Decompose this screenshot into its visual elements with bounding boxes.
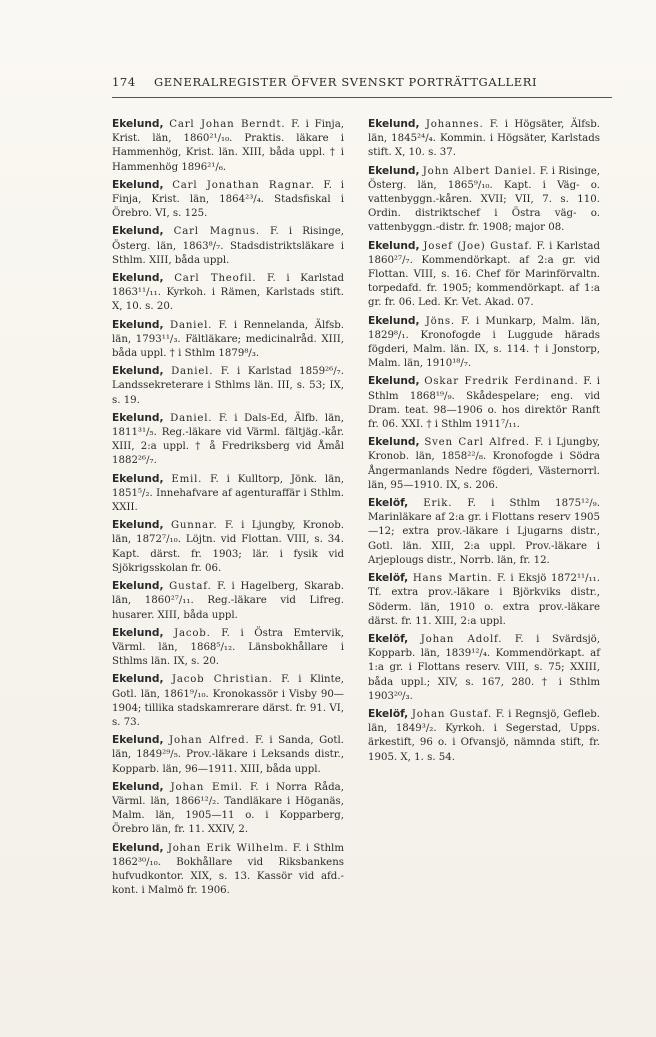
entry-details: F. i Karlstad 1860²⁷/₇. Kommendörkapt. af 2:a gr. vid Flottan. VIII, s. 16. Chef för Marinförvaltn. torpedafd. fr. 1905; kommendörkapt. af 1:a gr. fr. 06. Led. Kr. Vet. Akad. 07. [368, 240, 600, 309]
entry-details: F. i Risinge, Österg. län, 1863⁸/₇. Stadsdistriktsläkare i Sthlm. XIII, båda uppl. [112, 226, 344, 266]
entry-surname: Ekelund, [112, 734, 164, 747]
entry-given-names: Daniel. [170, 412, 213, 424]
page-header [112, 75, 612, 89]
entry-surname: Ekelund, [368, 239, 420, 252]
register-entry [112, 672, 344, 730]
entry-given-names: Johan Adolf. [420, 633, 503, 645]
register-entry [112, 780, 344, 838]
register-entry [368, 496, 600, 568]
entry-given-names: Hans Martin. [412, 573, 493, 585]
page-number: 174 [112, 75, 136, 89]
entry-details: F. i Hagelberg, Skarab. län, 1860²⁷/₁₁. Reg.-läkare vid Lifreg. husarer. XIII, båda uppl. [112, 581, 344, 621]
entry-surname: Ekelund, [112, 318, 164, 331]
entry-details: F. i Finja, Krist. län, 1864²³/₄. Stadsfiskal i Örebro. VI, s. 125. [112, 179, 344, 220]
entry-details: F. i Sthlm 1875¹²/₉. Marinläkare af 2:a gr. i Flottans reserv 1905—12; extra prov.-läkare i Ljugarns distr., Gotl. län. XIII, 2:a uppl. Prov.-läkare i Arjeplougs distr., Norrb. län, fr. 12. [368, 498, 600, 566]
entry-surname: Ekelund, [368, 375, 420, 388]
entry-details: F. i Dals-Ed, Älfb. län, 1811³¹/₅. Reg.-läkare vid Värml. fältjäg.-kår. XIII, 2:a uppl. † å Fredriksberg vid Åmål 1882²⁶/₇. [112, 412, 344, 467]
register-entry [368, 164, 600, 236]
register-entry [112, 271, 344, 315]
entry-surname: Ekelund, [112, 841, 164, 854]
register-entry [112, 178, 344, 222]
entry-given-names: Johan Alfred. [169, 735, 250, 747]
entry-details: F. i Finja, Krist. län, 1860²¹/₁₀. Praktis. läkare i Hammenhög, Krist. län. XIII, båda uppl. † i Hammenhög 1896²¹/₆. [112, 119, 345, 173]
entry-given-names: Emil. [171, 473, 203, 485]
register-entry [112, 841, 344, 899]
register-entry [112, 224, 344, 268]
entry-surname: Ekelund, [368, 118, 420, 130]
left-column [112, 117, 344, 901]
register-entry [112, 364, 344, 408]
entry-given-names: Erik. [423, 498, 453, 510]
entry-given-names: Johan Gustaf. [411, 708, 493, 720]
entry-given-names: Carl Theofil. [174, 273, 257, 285]
entry-details: F. i Norra Råda, Värml. län, 1866¹²/₂. Tandläkare i Höganäs, Malm. län, 1905—11 o. i Kopparberg, Örebro län, fr. 11. XXIV, 2. [112, 781, 344, 836]
entry-given-names: Josef (Joe) Gustaf. [423, 240, 533, 252]
register-entry [368, 632, 600, 704]
entry-surname: Ekelöf, [368, 497, 409, 510]
entry-surname: Ekelund, [112, 225, 164, 238]
entry-details: F. i Klinte, Gotl. län, 1861⁹/₁₀. Kronokassör i Visby 90—1904; tillika stadskamrerare därst. fr. 91. VI, s. 73. [112, 674, 344, 728]
entry-details: F. i Munkarp, Malm. län, 1829⁸/₁. Kronofogde i Luggude härads fögderi, Malm. län. IX, s. 114. † i Jonstorp, Malm. län, 1910¹⁸/₇. [368, 315, 600, 370]
register-entry [368, 374, 600, 432]
entry-details: F. i Sthlm 1868¹⁹/₉. Skådespelare; eng. vid Dram. teat. 98—1906 o. hos direktör Ranft fr. 06. XXI. † i Sthlm 1911⁷/₁₁. [368, 376, 600, 431]
register-entry [112, 579, 344, 623]
register-entry [112, 472, 344, 516]
entry-surname: Ekelund, [368, 314, 420, 327]
entry-given-names: Oskar Fredrik Ferdinand. [424, 376, 579, 388]
entry-surname: Ekelöf, [368, 632, 409, 645]
running-title: GENERALREGISTER ÖFVER SVENSKT PORTRÄTTGALLERI [154, 75, 538, 89]
entry-surname: Ekelund, [112, 519, 164, 532]
entry-given-names: Carl Johan Berndt. [169, 119, 286, 130]
entry-given-names: Johannes. [425, 119, 484, 130]
entry-details: F. i Risinge, Österg. län, 1865⁹/₁₀. Kapt. i Väg- o. vattenbyggn.-kåren. XVII; VII, 7. s. 110. Ordin. distriktschef i Östra väg- o. vattenbyggn.-distr. fr. 1908; major 08. [368, 165, 600, 234]
register-entry [368, 571, 600, 629]
entry-details: F. i Rennelanda, Älfsb. län, 1793¹¹/₃. Fältläkare; medicinalråd. XIII, båda uppl. † i Sthlm 1879⁸/₃. [112, 319, 344, 360]
entry-details: F. i Eksjö 1872¹¹/₁₁. Tf. extra prov.-läkare i Björkviks distr., Söderm. län, 1910 o. extra prov.-läkare därst. fr. 11. XIII, 2:a uppl. [368, 573, 600, 627]
entry-given-names: Johan Emil. [170, 781, 243, 793]
entry-details: F. i Karlstad 1859²⁶/₇. Landssekreterare i Sthlms län. III, s. 53; IX, s. 19. [112, 366, 344, 406]
entry-details: F. i Regnsjö, Gefleb. län, 1849³/₂. Kyrkoh. i Segerstad, Upps. ärkestift, 96 o. i Ofvansjö, nämnda stift, fr. 1905. X, 1. s. 54. [368, 708, 600, 763]
entry-details: F. i Ljungby, Kronob. län, 1872⁷/₁₀. Löjtn. vid Flottan. VIII, s. 34. Kapt. därst. fr. 1903; lär. i fysik vid Sjökrigsskolan fr. 06. [112, 520, 344, 574]
entry-surname: Ekelund, [112, 411, 164, 424]
entry-details: F. i Sanda, Gotl. län, 1849²⁹/₅. Prov.-läkare i Leksands distr., Kopparb. län, 96—1911. XIII, båda uppl. [112, 735, 344, 775]
entry-surname: Ekelund, [112, 272, 164, 285]
entry-given-names: Daniel. [169, 319, 213, 331]
entry-given-names: Gustaf. [169, 581, 212, 593]
entry-surname: Ekelund, [112, 178, 164, 191]
register-entry [112, 411, 344, 469]
header-rule [112, 97, 612, 98]
entry-surname: Ekelöf, [368, 707, 409, 720]
register-entry [368, 707, 600, 765]
entry-given-names: Sven Carl Alfred. [424, 437, 530, 449]
entry-details: F. i Ljungby, Kronob. län, 1858²²/₈. Kronofogde i Södra Ångermanlands Nedre fögderi, Västernorrl. län, 95—1910. IX, s. 206. [368, 437, 600, 491]
entry-given-names: Jöns. [425, 315, 455, 327]
entry-given-names: Gunnar. [170, 520, 218, 532]
register-entry [368, 117, 600, 161]
entry-surname: Ekelund, [368, 164, 420, 177]
entry-details: F. i Sthlm 1862³⁰/₁₀. Bokhållare vid Riksbankens hufvudkontor. XIX, s. 13. Kassör vid afd.-kont. i Malmö fr. 1906. [112, 842, 344, 897]
entry-given-names: Carl Jonathan Ragnar. [172, 179, 315, 191]
entry-details: F. i Östra Emtervik, Värml. län, 1868⁵/₁₂. Länsbokhållare i Sthlms län. IX, s. 20. [112, 627, 344, 668]
entry-given-names: John Albert Daniel. [422, 165, 537, 177]
register-entry [368, 239, 600, 311]
entry-surname: Ekelund, [112, 673, 164, 686]
entry-details: F. i Kulltorp, Jönk. län, 1851⁵/₂. Innehafvare af agenturaffär i Sthlm. XXII. [112, 473, 344, 514]
entry-surname: Ekelöf, [368, 572, 409, 585]
register-entry [112, 318, 344, 362]
right-column [368, 117, 600, 768]
entry-surname: Ekelund, [112, 118, 164, 130]
entry-surname: Ekelund, [112, 626, 164, 639]
register-entry [368, 435, 600, 493]
entry-given-names: Carl Magnus. [173, 226, 260, 238]
entry-surname: Ekelund, [368, 436, 420, 449]
entry-given-names: Johan Erik Wilhelm. [167, 842, 289, 854]
entry-details: F. i Svärdsjö, Kopparb. län, 1839¹²/₄. Kommendörkapt. af 1:a gr. i Flottans reserv. VIII, s. 75; XXIII, båda uppl.; XIV, s. 167, 280. † i Sthlm 1903²⁰/₃. [368, 633, 600, 702]
entry-given-names: Jacob. [174, 627, 211, 639]
register-entry [112, 626, 344, 670]
register-entry [112, 733, 344, 777]
entry-details: F. i Högsäter, Älfsb. län, 1845²⁴/₄. Kommin. i Högsäter, Karlstads stift. X, 10. s. 37. [368, 119, 600, 159]
register-entry [368, 314, 600, 372]
entry-surname: Ekelund, [112, 365, 164, 378]
entry-given-names: Daniel. [171, 366, 214, 378]
entry-surname: Ekelund, [112, 472, 164, 485]
register-entry [112, 117, 344, 175]
entry-surname: Ekelund, [112, 580, 164, 593]
entry-surname: Ekelund, [112, 780, 164, 793]
entry-given-names: Jacob Christian. [171, 674, 273, 686]
entry-details: F. i Karlstad 1863¹¹/₁₁. Kyrkoh. i Rämen, Karlstads stift. X, 10. s. 20. [112, 273, 344, 313]
register-entry [112, 518, 344, 576]
